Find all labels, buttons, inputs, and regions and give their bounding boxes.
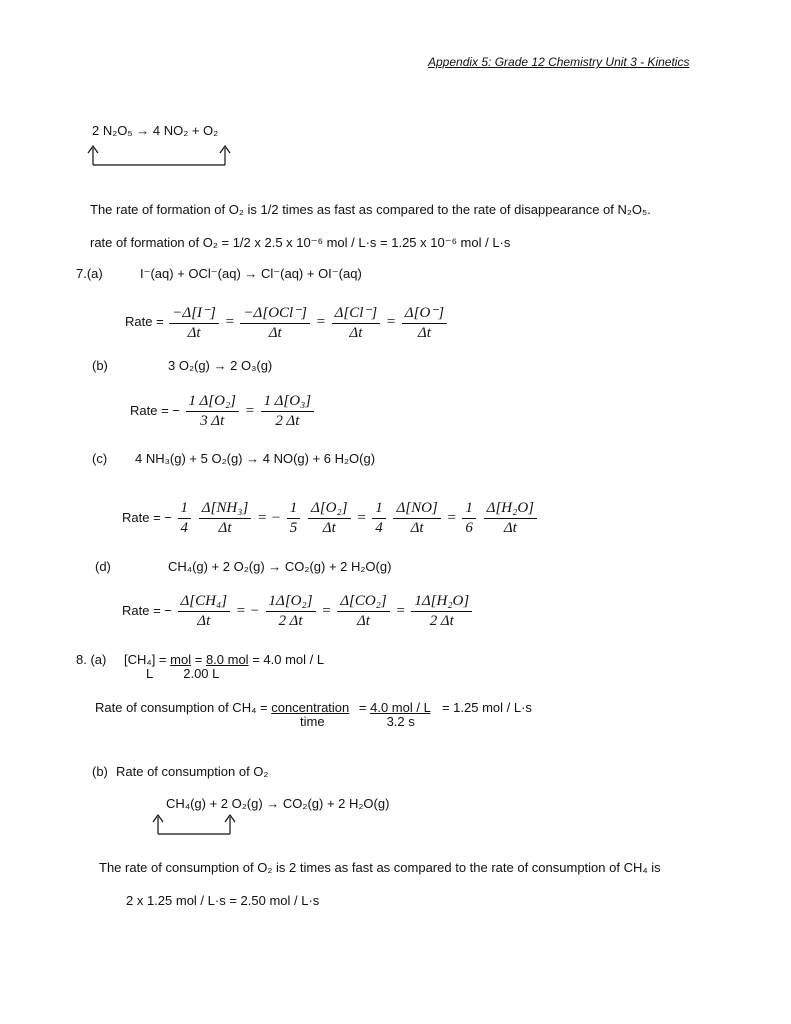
q7d-rate: Rate = − $\frac{\text{Δ[CH₄]}}{\Delta t}$ = − $\frac{\text{1Δ[O₂]}}{2 \Delta t}$ = $\frac{\text{Δ[CO₂]}}{\Delta t}$ = $\frac{\text{1Δ[H₂O]}}{2 \Delta t}$ (122, 593, 474, 630)
q7c-label: (c) (92, 451, 108, 466)
rate-label: Rate = − (130, 402, 180, 418)
q7a-reaction: I⁻(aq) + OCl⁻(aq) → Cl⁻(aq) + OI⁻(aq) (140, 266, 362, 281)
q7d-label: (d) (95, 559, 111, 574)
q8b-bracket-arrow (150, 812, 250, 837)
q7a-rate: Rate = $\frac{-\Delta[I^-]}{\Delta t}$ = $\frac{\text{−Δ[OCl⁻]}}{\Delta t}$ = $\frac{\Delta[Cl^-]}{\Delta t}$ = $\frac{\Delta[O^-]}{\Delta t}$ (125, 303, 449, 342)
q7b-reaction: 3 O₂(g) → 2 O₃(g) (168, 358, 273, 373)
q7a-label: 7.(a) (76, 266, 103, 281)
q7b-label: (b) (92, 358, 108, 373)
q7b-rate: Rate = − $\frac{\text{1 Δ[O₂]}}{3 \Delta t}$ = $\frac{\text{1 Δ[O₃]}}{2 \Delta t}$ (130, 393, 316, 430)
q8a-label: 8. (a) (76, 652, 107, 667)
top-equation: 2 N₂O₅ → 4 NO₂ + O₂ (92, 123, 219, 138)
rate-label: Rate = − (122, 602, 172, 618)
top-bracket-arrow (85, 143, 245, 168)
q8b-reaction: CH₄(g) + 2 O₂(g) → CO₂(g) + 2 H₂O(g) (166, 796, 390, 811)
top-statement: The rate of formation of O₂ is 1/2 times as fast as compared to the rate of disappearance of N₂O₅. (90, 202, 651, 217)
q7c-reaction: 4 NH₃(g) + 5 O₂(g) → 4 NO(g) + 6 H₂O(g) (135, 451, 376, 466)
q7c-rate: Rate = − $\frac{1}{4}$ $\frac{\text{Δ[NH₃]}}{\Delta t}$ = − $\frac{1}{5}$ $\frac{\text{Δ[O₂]}}{\Delta t}$ = $\frac{1}{4}$ $\frac{\Delta[NO]}{\Delta t}$ = $\frac{1}{6}$ $\frac{\text{Δ[H₂O]}}{\Delta t}$ (122, 500, 539, 537)
q8b-label: (b) (92, 764, 108, 779)
q8b-calc: 2 x 1.25 mol / L·s = 2.50 mol / L·s (126, 893, 320, 908)
rate-label: Rate = − (122, 509, 172, 525)
q8a-denominators: L 2.00 L (146, 666, 220, 681)
q8b-statement: The rate of consumption of O₂ is 2 times as fast as compared to the rate of consumption of CH₄ is (99, 860, 661, 875)
q8b-title: Rate of consumption of O₂ (116, 764, 269, 779)
q8a-rate: Rate of consumption of CH₄ = concentration = 4.0 mol / L = 1.25 mol / L·s (95, 700, 532, 715)
rate-label: Rate = (125, 313, 164, 329)
q8a-rate-denominators: time 3.2 s (300, 714, 415, 729)
page-header: Appendix 5: Grade 12 Chemistry Unit 3 - Kinetics (428, 55, 690, 69)
q7d-reaction: CH₄(g) + 2 O₂(g) → CO₂(g) + 2 H₂O(g) (168, 559, 392, 574)
q8a-concentration: [CH₄] = mol = 8.0 mol = 4.0 mol / L (124, 652, 325, 667)
top-calc: rate of formation of O₂ = 1/2 x 2.5 x 10⁻⁶ mol / L·s = 1.25 x 10⁻⁶ mol / L·s (90, 235, 511, 250)
